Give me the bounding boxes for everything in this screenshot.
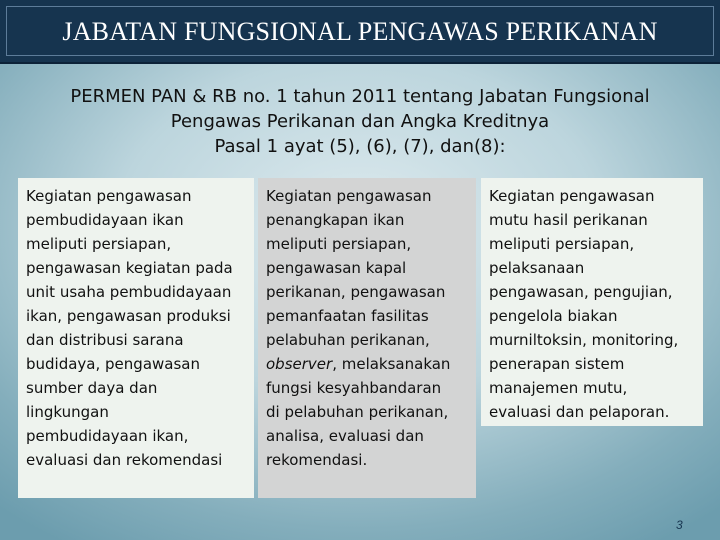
box-body-line: budidaya, pengawasan — [26, 355, 200, 373]
box-body-line: unit usaha pembudidayaan — [26, 283, 232, 301]
box-heading-line: mutu hasil perikanan — [489, 211, 648, 229]
box-body-line: perikanan, pengawasan — [266, 283, 446, 301]
content-box-pembudidayaan — [18, 178, 254, 498]
box-body-line: di pelabuhan perikanan, — [266, 403, 449, 421]
box-body-line: evaluasi dan pelaporan. — [489, 403, 670, 421]
subtitle-line: Pasal 1 ayat (5), (6), (7), dan(8): — [214, 136, 506, 157]
box-body-line-observer — [266, 352, 470, 376]
box-body-line: pelabuhan perikanan, — [266, 331, 430, 349]
box-heading-line: pembudidayaan ikan — [26, 211, 184, 229]
box-heading-line: penangkapan ikan — [266, 211, 405, 229]
observer-term: observer — [266, 355, 333, 373]
box-body-line: lingkungan — [26, 403, 109, 421]
box-body-line: meliputi persiapan, — [26, 235, 172, 253]
box-body-line: fungsi kesyahbandaran — [266, 379, 442, 397]
box-body-line: pemanfaatan fasilitas — [266, 307, 429, 325]
box-body-line: pembudidayaan ikan, — [26, 427, 189, 445]
box-body-line: rekomendasi. — [266, 451, 368, 469]
box-body-line: pelaksanaan — [489, 259, 585, 277]
box-body-line: pengawasan kapal — [266, 259, 407, 277]
box-body-line: sumber daya dan — [26, 379, 158, 397]
title-bar — [0, 0, 720, 64]
box-body-line: pengawasan, pengujian, — [489, 283, 673, 301]
page-number: 3 — [676, 518, 683, 532]
box-body-line: meliputi persiapan, — [489, 235, 635, 253]
content-box-penangkapan — [258, 178, 476, 498]
box-heading-line: Kegiatan pengawasan — [26, 187, 192, 205]
content-box-mutu — [481, 178, 703, 426]
box-body-line: manajemen mutu, — [489, 379, 628, 397]
subtitle-line: PERMEN PAN & RB no. 1 tahun 2011 tentang Jabatan Fungsional — [70, 86, 650, 107]
box-body-line: penerapan sistem — [489, 355, 625, 373]
box-body-line: dan distribusi sarana — [26, 331, 184, 349]
slide-title: JABATAN FUNGSIONAL PENGAWAS PERIKANAN — [62, 17, 658, 46]
box-body-line: ikan, pengawasan produksi — [26, 307, 231, 325]
subtitle-line: Pengawas Perikanan dan Angka Kreditnya — [170, 111, 550, 132]
box-body-line: pengawasan kegiatan pada — [26, 259, 233, 277]
box-body-line: meliputi persiapan, — [266, 235, 412, 253]
box-body-line: pengelola biakan — [489, 307, 618, 325]
box-heading-line: Kegiatan pengawasan — [266, 187, 432, 205]
subtitle — [20, 84, 700, 159]
box-body-line: evaluasi dan rekomendasi — [26, 451, 223, 469]
box-body-line: murniltoksin, monitoring, — [489, 331, 679, 349]
observer-rest: , melaksanakan — [332, 355, 451, 373]
box-body-line: analisa, evaluasi dan — [266, 427, 424, 445]
box-heading-line: Kegiatan pengawasan — [489, 187, 655, 205]
